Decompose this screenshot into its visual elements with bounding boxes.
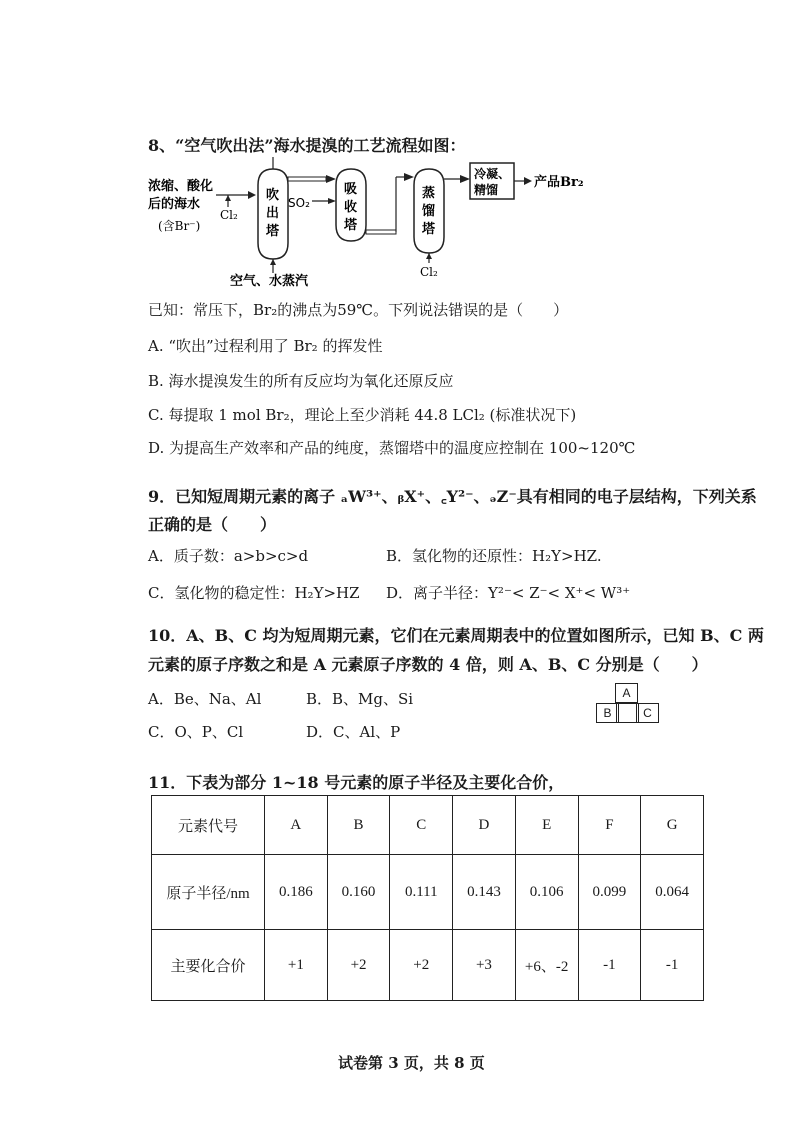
valence-cell: +6、-2: [515, 930, 578, 1001]
cl2-input-label: Cl₂: [220, 208, 238, 222]
radius-cell: 0.186: [265, 855, 328, 930]
tower3-char2: 馏: [422, 204, 436, 219]
element-code-cell: F: [578, 796, 641, 855]
header-label-cell: 元素代号: [152, 796, 265, 855]
q10-option-a: A．Be、Na、Al: [148, 690, 262, 708]
element-code-cell: B: [327, 796, 390, 855]
so2-label: SO₂: [288, 196, 310, 210]
q10-option-c: C．O、P、Cl: [148, 723, 244, 741]
table-row: [152, 930, 704, 1001]
radius-cell: 0.111: [390, 855, 453, 930]
q8-option-b: B. 海水提溴发生的所有反应均为氧化还原反应: [148, 372, 454, 390]
radius-cell: 0.064: [641, 855, 704, 930]
valence-cell: -1: [641, 930, 704, 1001]
condenser-line1: 冷凝、: [474, 167, 511, 181]
air-steam-label: 空气、水蒸汽: [230, 274, 309, 289]
grid-cell-a: A: [615, 683, 638, 703]
q10-stem-line1: 10．A、B、C 均为短周期元素，它们在元素周期表中的位置如图所示，已知 B、C 两: [148, 626, 764, 645]
radius-cell: 0.160: [327, 855, 390, 930]
valence-cell: +2: [390, 930, 453, 1001]
feed-label-line3: (含Br⁻): [158, 219, 201, 233]
q9-stem-line2: 正确的是（ ）: [148, 515, 277, 534]
element-property-table: [151, 795, 704, 1001]
table-row: [152, 796, 704, 855]
valence-cell: +1: [265, 930, 328, 1001]
q10-stem-line2: 元素的原子序数之和是 A 元素原子序数的 4 倍，则 A、B、C 分别是（ ）: [148, 655, 708, 674]
cl2-bottom-label: Cl₂: [420, 265, 438, 279]
valence-label-cell: 主要化合价: [152, 930, 265, 1001]
valence-cell: +3: [453, 930, 516, 1001]
valence-cell: -1: [578, 930, 641, 1001]
q8-known: 已知：常压下，Br₂的沸点为59℃。下列说法错误的是（ ）: [148, 301, 569, 319]
q9-option-b: B．氢化物的还原性：H₂Y>HZ.: [386, 547, 602, 565]
q9-option-d: D．离子半径：Y²⁻< Z⁻< X⁺< W³⁺: [386, 584, 631, 602]
feed-label-line1: 浓缩、酸化: [148, 179, 214, 194]
q9-stem-line1: 9．已知短周期元素的离子 ₐW³⁺、ᵦX⁺、꜀Y²⁻、ₔZ⁻具有相同的电子层结构，下列关系: [148, 487, 757, 506]
grid-cell-b: B: [596, 703, 619, 723]
page-footer: 试卷第 3 页，共 8 页: [338, 1054, 485, 1072]
tower3-char1: 蒸: [422, 186, 436, 201]
q8-option-c: C. 每提取 1 mol Br₂，理论上至少消耗 44.8 LCl₂ (标准状况下): [148, 406, 577, 424]
radius-cell: 0.106: [515, 855, 578, 930]
tower1-char2: 出: [266, 206, 280, 221]
valence-cell: +2: [327, 930, 390, 1001]
q8-option-d: D. 为提高生产效率和产品的纯度，蒸馏塔中的温度应控制在 100~120℃: [148, 439, 636, 457]
q10-option-b: B．B、Mg、Si: [306, 690, 414, 708]
element-code-cell: A: [265, 796, 328, 855]
bromine-extraction-flow-diagram: [140, 155, 620, 290]
tower3-char3: 塔: [422, 222, 436, 237]
condenser-line2: 精馏: [474, 183, 499, 197]
tower2-char2: 收: [344, 200, 358, 215]
tower2-char3: 塔: [344, 218, 358, 233]
product-label: 产品Br₂: [534, 175, 584, 190]
tower1-char3: 塔: [266, 224, 280, 239]
radius-cell: 0.143: [453, 855, 516, 930]
q9-option-c: C．氢化物的稳定性：H₂Y>HZ: [148, 584, 360, 602]
element-code-cell: C: [390, 796, 453, 855]
element-code-cell: E: [515, 796, 578, 855]
q9-option-a: A．质子数：a>b>c>d: [148, 547, 309, 565]
q10-option-d: D．C、Al、P: [306, 723, 401, 741]
tower2-char1: 吸: [344, 182, 358, 197]
table-row: [152, 855, 704, 930]
tower1-char1: 吹: [266, 188, 280, 203]
radius-cell: 0.099: [578, 855, 641, 930]
radius-label-cell: 原子半径/nm: [152, 855, 265, 930]
q8-stem: 8、“空气吹出法”海水提溴的工艺流程如图：: [148, 136, 466, 155]
q11-stem: 11．下表为部分 1~18 号元素的原子半径及主要化合价，: [148, 773, 565, 792]
grid-cell-c: C: [636, 703, 659, 723]
element-code-cell: D: [453, 796, 516, 855]
element-code-cell: G: [641, 796, 704, 855]
feed-label-line2: 后的海水: [148, 197, 201, 212]
q8-option-a: A. “吹出”过程利用了 Br₂ 的挥发性: [148, 337, 383, 355]
